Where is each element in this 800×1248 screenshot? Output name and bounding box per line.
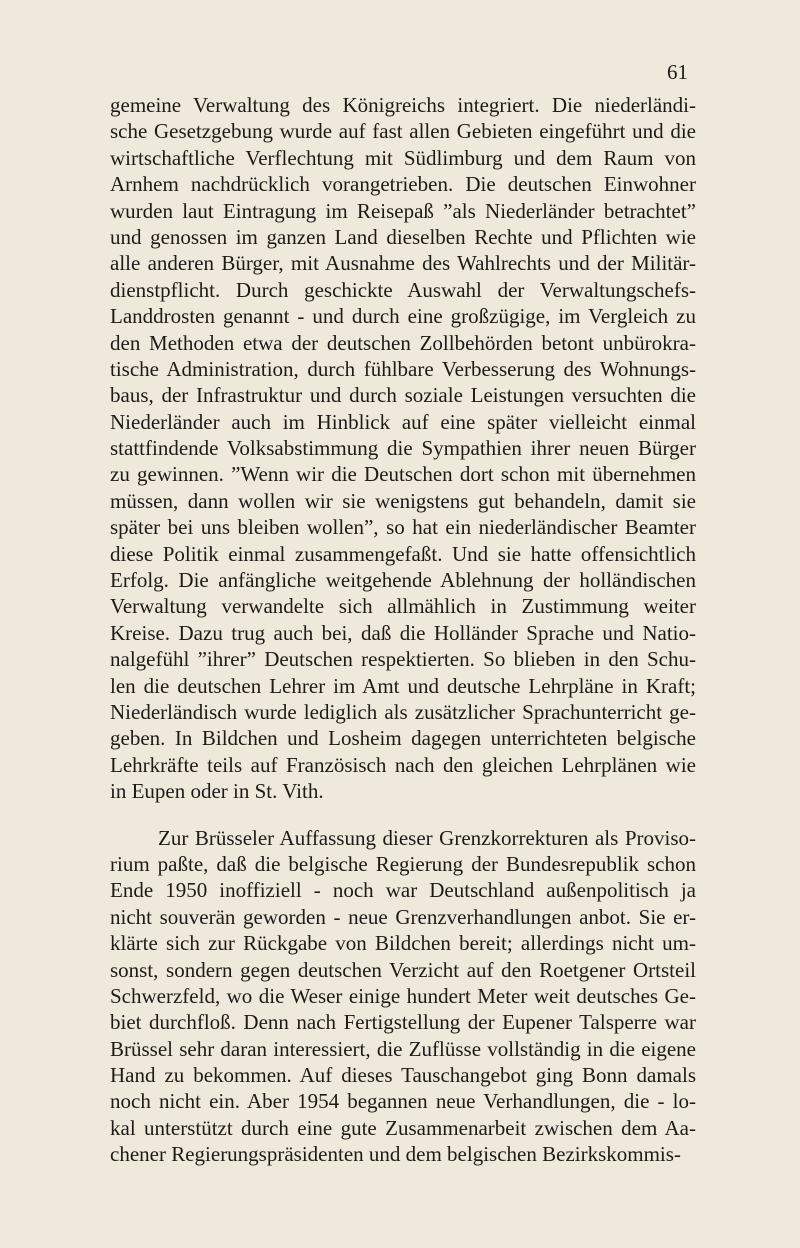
paragraph: [110, 92, 696, 805]
paragraph-gap: [110, 805, 696, 825]
text-line: nalgefühl ”ihrer” Deutschen respektierten. So blieben in den Schu-: [110, 647, 696, 672]
body-text: [110, 92, 696, 1168]
text-line: Lehrkräfte teils auf Französisch nach den gleichen Lehrplänen wie: [110, 752, 696, 777]
text-line: Verwaltung verwandelte sich allmählich in Zustimmung weiter: [110, 594, 696, 619]
text-line: und genossen im ganzen Land dieselben Rechte und Pflichten wie: [110, 224, 696, 249]
text-line: kal unterstützt durch eine gute Zusammenarbeit zwischen dem Aa-: [110, 1115, 696, 1140]
text-line: nicht souverän geworden - neue Grenzverhandlungen anbot. Sie er-: [110, 904, 696, 929]
text-line: alle anderen Bürger, mit Ausnahme des Wahlrechts und der Militär-: [110, 251, 696, 276]
text-line: zu gewinnen. ”Wenn wir die Deutschen dort schon mit übernehmen: [110, 462, 696, 487]
text-line: baus, der Infrastruktur und durch soziale Leistungen versuchten die: [110, 383, 696, 408]
text-line: Arnhem nachdrücklich vorangetrieben. Die deutschen Einwohner: [110, 172, 696, 197]
page-number: 61: [667, 60, 688, 84]
text-line: Hand zu bekommen. Auf dieses Tauschangebot ging Bonn damals: [110, 1063, 696, 1088]
text-line: sche Gesetzgebung wurde auf fast allen Gebieten eingeführt und die: [110, 119, 696, 144]
text-line: müssen, dann wollen wir sie wenigstens gut behandeln, damit sie: [110, 488, 696, 513]
text-line: Niederländer auch im Hinblick auf eine später vielleicht einmal: [110, 409, 696, 434]
text-line: in Eupen oder in St. Vith.: [110, 779, 324, 804]
text-line: tische Administration, durch fühlbare Verbesserung des Wohnungs-: [110, 356, 696, 381]
text-line: gemeine Verwaltung des Königreichs integriert. Die niederländi-: [110, 93, 696, 117]
text-line: den Methoden etwa der deutschen Zollbehörden betont unbürokra-: [110, 330, 696, 355]
text-line: Ende 1950 inoffiziell - noch war Deutschland außenpolitisch ja: [110, 878, 696, 903]
text-line: Schwerzfeld, wo die Weser einige hundert Meter weit deutsches Ge-: [110, 983, 696, 1008]
text-line: chener Regierungspräsidenten und dem belgischen Bezirkskommis-: [110, 1142, 681, 1167]
text-line: sonst, sondern gegen deutschen Verzicht auf den Roetgener Ortsteil: [110, 957, 696, 982]
text-line: Kreise. Dazu trug auch bei, daß die Holländer Sprache und Natio-: [110, 620, 696, 645]
text-line: klärte sich zur Rückgabe von Bildchen bereit; allerdings nicht um-: [110, 931, 696, 956]
text-line: wurden laut Eintragung im Reisepaß ”als Niederländer betrachtet”: [110, 198, 696, 223]
text-line: dienstpflicht. Durch geschickte Auswahl der Verwaltungschefs-: [110, 277, 696, 302]
text-line: Brüssel sehr daran interessiert, die Zuflüsse vollständig in die eigene: [110, 1036, 696, 1061]
text-line: rium paßte, daß die belgische Regierung der Bundesrepublik schon: [110, 851, 696, 876]
text-line: stattfindende Volksabstimmung die Sympathien ihrer neuen Bürger: [110, 436, 696, 461]
text-line: Landdrosten genannt - und durch eine großzügige, im Vergleich zu: [110, 304, 696, 329]
text-line: Zur Brüsseler Auffassung dieser Grenzkorrekturen als Proviso-: [158, 825, 696, 850]
paragraph: [110, 825, 696, 1168]
text-line: Niederländisch wurde lediglich als zusätzlicher Sprachunterricht ge-: [110, 699, 696, 724]
text-line: diese Politik einmal zusammengefaßt. Und sie hatte offensichtlich: [110, 541, 696, 566]
text-line: geben. In Bildchen und Losheim dagegen unterrichteten belgische: [110, 726, 696, 751]
text-line: wirtschaftliche Verflechtung mit Südlimburg und dem Raum von: [110, 145, 696, 170]
text-line: später bei uns bleiben wollen”, so hat ein niederländischer Beamter: [110, 515, 696, 540]
text-line: biet durchfloß. Denn nach Fertigstellung der Eupener Talsperre war: [110, 1010, 696, 1035]
text-line: noch nicht ein. Aber 1954 begannen neue Verhandlungen, die - lo-: [110, 1089, 696, 1114]
text-line: len die deutschen Lehrer im Amt und deutsche Lehrpläne in Kraft;: [110, 673, 696, 698]
text-line: Erfolg. Die anfängliche weitgehende Ablehnung der holländischen: [110, 568, 696, 593]
